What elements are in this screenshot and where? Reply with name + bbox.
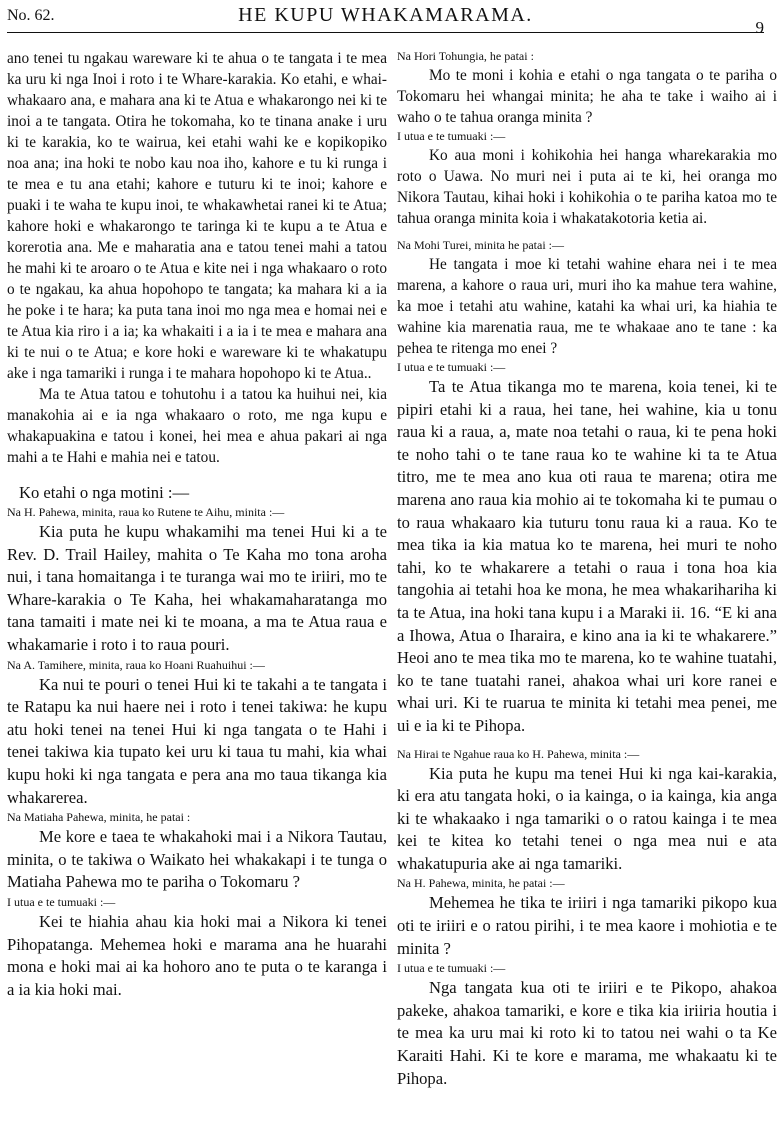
paragraph: ano tenei tu ngakau wareware ki te ahua o te tangata i te mea ka uru ki nga Inoi i roto i te Whare-karakia. Ko etahi, e whai-whakaaro ana, e mahara ana ki te Atua e whakarongo nei ki te inoi a te tangata. Otira he tokomaha, ko te tinana anake i uru ki te karakia, ko te wairua, kei etahi wahi ke e kopikopiko noa ana; ina hoki te nobo kau noa iho, kahore e tu ki runga i te mea e tu ana etahi; kahore e tuturu ki te inoi; kahore e puaki i te waha te kupu inoi, te whakawhetai ranei ki te Atua; kahore hoki e whakarongo te taringa ki te kupu a te Atua e korerotia ana. Me e maharatia ana e tatou tenei mahi a tatou he mahi ki te aroaro o te Atua e kite nei i nga whakaaro o roto o te ngakau, ka ahua hopohopo te tangata; ka mahara ki a ia he poke i te hara; ka puta tana inoi mo nga mea e homai nei e te Atua kia riro i a ia; ka whakaiti i a ia i te mea e mahara ana ki te nui o te Atua; e kore hoki e wareware ki te whakatupu ake i nga tamariki i runga i te mahara hopohopo ki te Atua.. [7,50,387,382]
paragraph: Kia puta he kupu whakamihi ma tenei Hui ki a te Rev. D. Trail Hailey, mahita o Te Kaha mo tona aroha nui, i tana homaitanga i te turanga wai mo te iriiri, mo te Whare-karakia o Te Kaha, hei whakamaharatanga mo tana tamaiti i mate nei ki te moana, a ma te Atua raua e whakamarie i roto i to raua pouri. [7,522,387,654]
speaker-label: Na Mohi Turei, minita he patai :— [397,238,564,252]
speaker-label: I utua e te tumuaki :— [7,894,116,909]
speaker-label: I utua e te tumuaki :— [397,961,506,976]
speaker-label: Na Hirai te Ngahue raua ko H. Pahewa, minita :— [397,746,640,761]
page-number: 9 [755,18,764,37]
spacer [397,738,777,746]
paragraph: Mehemea he tika te iriiri i nga tamariki pikopo kua oti te iriiri e o ratou pirihi, i te mea kaore i mohiotia e te minita ? [397,893,777,958]
page-header [7,4,764,37]
section-heading: Ko etahi o nga motini :— [19,483,190,502]
speaker-label: I utua e te tumuaki :— [397,360,506,374]
spacer [397,229,777,237]
speaker-label: Na H. Pahewa, minita, he patai :— [397,876,565,891]
speaker-label: Na Matiaha Pahewa, minita, he patai : [7,810,191,825]
paragraph: Kia puta he kupu ma tenei Hui ki nga kai-karakia, ki era atu tangata hoki, o ia kainga, o ia kainga, kia anga ki te whakaako i nga tamariki o o ratou kainga i te mea kei te kitea ko tetahi tenei o nga mea nui e ata whakatupuria ake ai nga tamariki. [397,763,777,873]
paragraph: Ma te Atua tatou e tohutohu i a tatou ka huihui nei, kia manakohia ai e ia nga whakaaro o roto, me nga kupu e whakapuakina e tatou i konei, hei mea e ahua pakari ai nga mahi a te Hahi e mahia nei e tatou. [7,386,387,466]
paragraph: Ta te Atua tikanga mo te marena, koia tenei, ki te pipiri etahi ki a raua, hei tane, hei wahine, kia u tonu raua ki a raua, a, mate noa tetahi o raua, ki te pena hoki te noho tahi o te tane raua ko te wahine ki ta te Atua titro, me te mea ano kua oti raua te marena; otira me marena ano raua kia mohio ai te tokomaha ki te pumau o to raua whakaaro kia tuturu tonu raua ki a raua. Ko te mea tika ia kia matua ko te marena, hei muri te noho tahi, ko te whakarere a tetahi o raua i tona hoa kia tangohia ai tetahi hoa ke mona, he mea whakarihariha ki ta te Atua, ina hoki tana kupu i a Maraki ii. 16. “E ki ana a Ihowa, Atua o Iharaira, e kino ana ia ki te whakarere.” Heoi ano te mea tika mo te marena, ko te wahine tuatahi, ko te tane tuatahi ranei, ahakoa whai uri kore ranei e whai uri. Ki te ruarua te minita ki tetahi mea penei, me ui e ia ki te Pihopa. [397,377,777,735]
speaker-label: Na A. Tamihere, minita, raua ko Hoani Ruahuihui :— [7,657,265,672]
right-column [397,48,777,1090]
paragraph: Mo te moni i kohia e etahi o nga tangata o te pariha o Tokomaru hei whangai minita; he aha te take i waiho ai i waho o te tahua oranga minita ? [397,67,777,126]
issue-number: No. 62. [7,7,55,24]
speaker-label: Na Hori Tohungia, he patai : [397,49,534,63]
paragraph: Kei te hiahia ahau kia hoki mai a Nikora ki tenei Pihopatanga. Mehemea hoki e marama ana he huarahi mona e hoki mai ai ka hohoro ano te puta o te karanga i a ia kia hoki mai. [7,911,387,999]
paragraph: He tangata i moe ki tetahi wahine ehara nei i te mea marena, a kahore o raua uri, muri iho ka mahue tera wahine, ka moe i tetahi atu wahine, katahi ka whai uri, ka hiahia te wahine kia marenatia raua, me te whakaae ano te tane : ka pehea te ritenga mo enei ? [397,256,777,357]
spacer [7,468,387,482]
paragraph: Me kore e taea te whakahoki mai i a Nikora Tautau, minita, o te takiwa o Waikato hei whakakapi i te tunga o Matiaha Pahewa mo te pariha o Tokomaru ? [7,827,387,892]
left-column [7,48,387,1001]
speaker-label: I utua e te tumuaki :— [397,129,506,143]
paragraph: Ka nui te pouri o tenei Hui ki te takahi a te tangata i te Ratapu ka nui haere nei i roto i tenei takiwa: he kupu atu hoki tenei na tenei Hui ki nga tangata o te Hahi i tenei takiwa kia tupato kei uru ki taua tu mahi, kia whai kupu hoki ki nga tangata e pera ana mo taua tikanga kia whakarerea. [7,674,387,807]
speaker-label: Na H. Pahewa, minita, raua ko Rutene te Aihu, minita :— [7,505,285,519]
paragraph: Ko aua moni i kohikohia hei hanga wharekarakia mo roto o Uawa. No muri nei i puta ai te ki, hei oranga mo Nikora Tautau, kihai hoki i kohikohia o te pariha katoa mo te tahua oranga minita koia i whakatakotoria ketia ai. [397,147,777,227]
page-title: HE KUPU WHAKAMARAMA. [238,4,533,26]
paragraph: Nga tangata kua oti te iriiri e te Pikopo, ahakoa pakeke, ahakoa tamariki, e kore e tika kia iriiria houtia i te mea ka uru mai ki roto ki to tatou nei wahi o ta Ke Karaiti Hahi. Ki te kore e marama, me whakaatu ki te Pihopa. [397,978,777,1088]
